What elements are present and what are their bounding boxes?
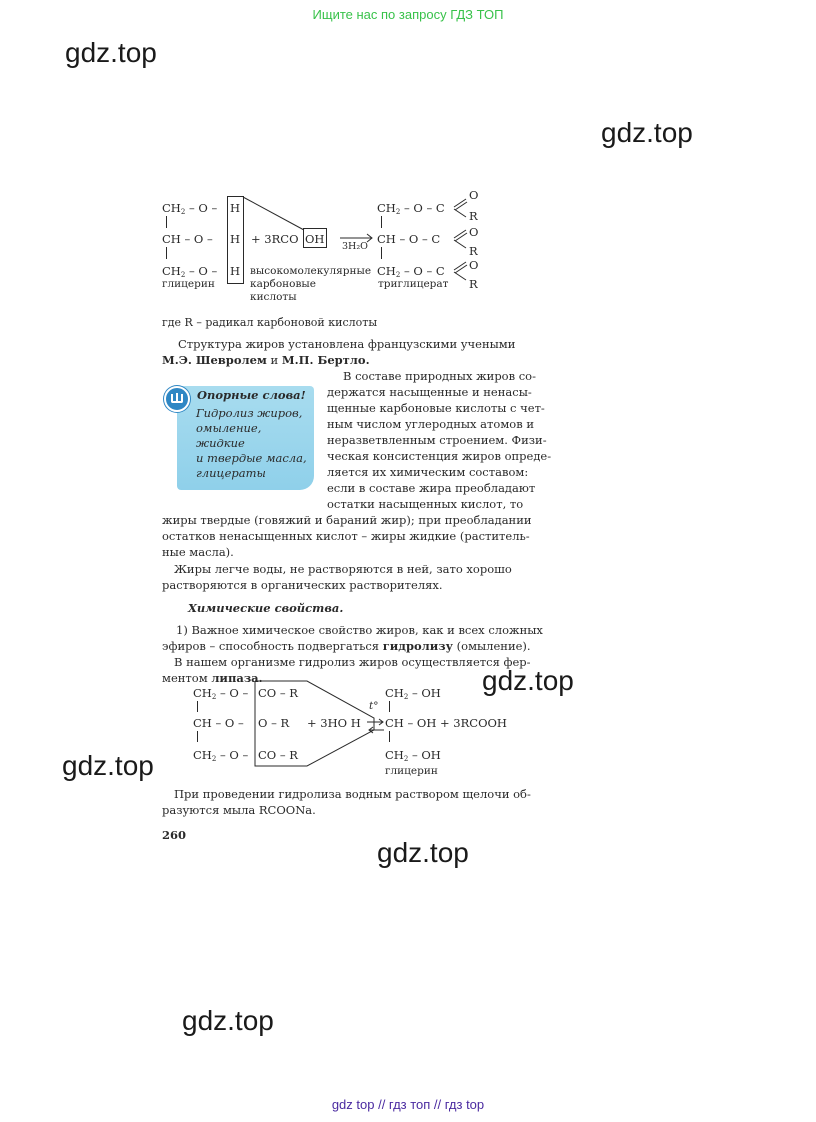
bond-line [197, 731, 198, 742]
watermark-text: gdz.top [65, 37, 157, 68]
glycerol-row-1: $CH_2$ – OH [385, 686, 441, 701]
body-text-line: ляется их химическим составом: [327, 465, 529, 479]
text-fragment: (омыление). [453, 639, 531, 653]
body-text-line: остатки насыщенных кислот, то [327, 497, 524, 511]
bond-line [389, 731, 390, 742]
bond-line [166, 216, 167, 228]
product-row-2: CH – O – C [377, 232, 441, 246]
fat-row-1: $CH_2$ – O – [193, 686, 249, 701]
body-text-line: держатся насыщенные и ненасы- [327, 385, 532, 399]
body-text-line: ческая консистенция жиров опреде- [327, 449, 552, 463]
body-text-line: неразветвленным строением. Физи- [327, 433, 547, 447]
section-heading: Химические свойства. [188, 601, 344, 615]
glycerin-row-2: CH – O – [162, 232, 213, 246]
label-glycerin: глицерин [385, 765, 438, 777]
equilibrium-arrow-icon [366, 714, 386, 736]
book-icon [164, 386, 190, 412]
body-text-line: При проведении гидролиза водным раствором щелочи об- [174, 787, 531, 801]
label-acids: высокомолекулярные [250, 265, 372, 277]
acyl-row: CO – R [258, 686, 298, 700]
conjunction: и [266, 353, 282, 367]
oxygen-label: O [469, 188, 479, 202]
radical-label: R [469, 277, 478, 291]
oxygen-label: O [469, 225, 479, 239]
watermark-text: gdz.top [182, 1005, 274, 1036]
hydroxyl-group: OH [305, 232, 325, 246]
keyword-item: глицераты [196, 466, 266, 480]
radical-label: R [469, 244, 478, 258]
bond-line [166, 247, 167, 259]
label-acids: карбоновые [250, 278, 316, 290]
body-text-line: ные масла). [162, 545, 234, 559]
body-text-line: жиры твердые (говяжий и бараний жир); при преобладании [162, 513, 532, 527]
footer-links[interactable]: gdz top // гдз топ // гдз top [331, 1097, 485, 1112]
top-search-link[interactable]: Ищите нас по запросу ГДЗ ТОП [312, 7, 504, 22]
product-row-3: $CH_2$ – O – C [377, 264, 445, 279]
keyword-item: и твердые масла, [196, 451, 307, 465]
scientist-name: М.П. Бертло. [281, 353, 370, 367]
hydrogen-atom: H [230, 232, 241, 246]
text-fragment: эфиров – способность подвергаться [162, 639, 383, 653]
body-text-line: разуются мыла RCOONa. [162, 803, 316, 817]
keyword-item: Гидролиз жиров, [196, 406, 303, 420]
fat-row-2: CH – O – [193, 716, 244, 730]
label-acids: кислоты [250, 291, 297, 303]
body-text-line: остатков ненасыщенных кислот – жиры жидкие (раститель- [162, 529, 530, 543]
temperature-label: t° [369, 700, 379, 712]
arrow-label: 3H₂O [342, 241, 368, 252]
glycerol-row-2: CH – OH + 3RCOOH [385, 716, 507, 730]
water-elimination-line [242, 196, 307, 232]
bond-line [197, 701, 198, 712]
body-text-line: растворяются в органических растворителях. [162, 578, 443, 592]
body-text-line: Жиры легче воды, не растворяются в ней, зато хорошо [174, 562, 512, 576]
body-text-line: щенные карбоновые кислоты с чет- [327, 401, 545, 415]
acyl-row: O – R [258, 716, 290, 730]
term-lipase: липаза. [211, 671, 263, 685]
hydrogen-atom: H [230, 264, 241, 278]
product-row-1: $CH_2$ – O – C [377, 201, 445, 216]
structure-text-line: Структура жиров установлена французскими учеными [178, 337, 516, 351]
body-text-line: ным числом углеродных атомов и [327, 417, 534, 431]
acid-reagent: + 3RCO [251, 232, 299, 246]
body-text-line: В составе природных жиров со- [343, 369, 536, 383]
glycerin-row-1: $CH_2$ – O – [162, 201, 218, 216]
bond-line [389, 701, 390, 712]
glycerin-row-3: $CH_2$ – O – [162, 264, 218, 279]
body-text-line [162, 670, 263, 686]
watermark-text: gdz.top [482, 665, 574, 696]
keyword-item: омыление, [196, 421, 262, 435]
watermark-text: gdz.top [601, 117, 693, 148]
watermark-text: gdz.top [377, 837, 469, 868]
label-glycerin: глицерин [162, 278, 215, 290]
glycerol-row-3: $CH_2$ – OH [385, 748, 441, 763]
page-number: 260 [162, 828, 187, 842]
body-text-line: 1) Важное химическое свойство жиров, как и всех сложных [176, 623, 543, 637]
body-text-line: В нашем организме гидролиз жиров осуществляется фер- [174, 655, 531, 669]
body-text-line [162, 638, 531, 654]
scientist-name: М.Э. Шевролем [162, 353, 267, 367]
label-triglyceride: триглицерат [378, 278, 449, 290]
watermark-text: gdz.top [62, 750, 154, 781]
keywords-title: Опорные слова! [197, 388, 306, 402]
acyl-row: CO – R [258, 748, 298, 762]
radical-note: где R – радикал карбоновой кислоты [162, 316, 378, 329]
hydrogen-atom: H [230, 201, 241, 215]
oxygen-label: O [469, 258, 479, 272]
bond-line [381, 216, 382, 228]
term-hydrolysis: гидролизу [382, 639, 454, 653]
structure-text-line [162, 352, 370, 368]
keyword-item: жидкие [196, 436, 245, 450]
water-reagent: + 3HO H [307, 716, 361, 730]
bond-line [381, 247, 382, 259]
fat-row-3: $CH_2$ – O – [193, 748, 249, 763]
text-fragment: ментом [162, 671, 212, 685]
body-text-line: если в составе жира преобладают [327, 481, 536, 495]
radical-label: R [469, 209, 478, 223]
